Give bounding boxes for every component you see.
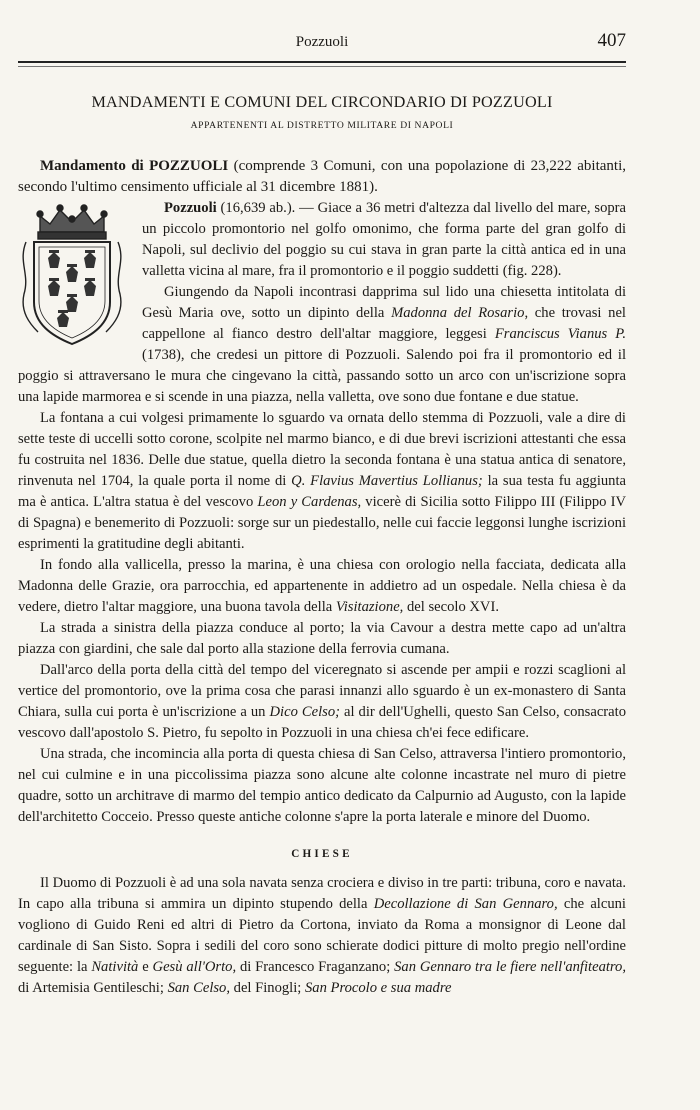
italic-run: Visitazione, xyxy=(335,599,404,615)
italic-run: Gesù all'Orto, xyxy=(152,959,237,975)
text-run: e xyxy=(138,959,153,975)
text-run: , che trovasi nel cappellone al fianco destro dell'altar maggiore, leggesi xyxy=(142,305,626,342)
body-text xyxy=(18,156,626,999)
chapter-subtitle: APPARTENENTI AL DISTRETTO MILITARE DI NAPOLI xyxy=(190,120,454,131)
italic-run: San Procolo e sua madre xyxy=(305,980,452,996)
una-strada-paragraph: Una strada, che incomincia alla porta di questa chiesa di San Celso, attraversa l'intiero promontorio, nel cui culmine e in una piccolissima piazza sono alcune alte colonne incastrate nel muro di pietre quadre, sotto un architrave di marmo del tempio antico dedicato da Calpurnio ad Augusto, con la lapide dell'architetto Cocceio. Presso queste antiche colonne s'apre la porta laterale e minore del Duomo. xyxy=(18,746,626,825)
text-run: In fondo alla vallicella, presso la marina, è una chiesa con orologio nella facciata, dedicata alla Madonna delle Grazie, ora parrocchia, ed appartenente in addietro ad un ospedale. Nella chiesa è da vedere, dietro l'altar maggiore, una buona tavola della xyxy=(18,557,626,615)
mandamento-paragraph xyxy=(18,156,626,198)
duomo-paragraph xyxy=(18,873,626,999)
header-rule xyxy=(18,61,626,63)
text-run: Dall'arco della porta della città del tempo del viceregnato si ascende per ampii e rozzi scaglioni al vertice del promontorio, ove la prima cosa che parasi innanzi allo sguardo è un ex-monastero di Santa Chiara, sulla cui porta è un'iscrizione a un xyxy=(18,662,626,720)
text-run: (1738), che credesi un pittore di Pozzuoli. Salendo poi fra il promontorio ed il poggio si attraversano le mura che cingevano la città, passando sotto un arco con un'iscrizione sopra una lapide marmorea e si scende in una piazza, nella valletta, ove sono due fontane e due statue. xyxy=(18,347,626,405)
italic-run: San Celso, xyxy=(167,980,230,996)
pozzuoli-text: (16,639 ab.). — Giace a 36 metri d'altezza dal livello del mare, sopra un piccolo promontorio nel golfo omonimo, che forma parte del gran golfo di Napoli, sul declivio del poggio su cui stava in gran parte la città antica ed in una valletta vicina al mare, fra il promontorio e il poggio suddetti (fig. 228). xyxy=(142,200,626,279)
pozzuoli-lead: Pozzuoli xyxy=(164,200,217,216)
text-run: del secolo XVI. xyxy=(403,599,499,615)
running-title: Pozzuoli xyxy=(295,34,349,50)
section-heading: CHIESE xyxy=(291,848,353,860)
italic-run: Natività xyxy=(91,959,139,975)
page-number: 407 xyxy=(597,30,626,51)
italic-run: San Gennaro tra le fiere nell'anfiteatro, xyxy=(394,959,626,975)
italic-run: Leon y Cardenas, xyxy=(257,494,362,510)
text-run: di Artemisia Gentileschi; xyxy=(18,980,168,996)
text-run: che alcuni vogliono di Guido Reni ed altri di Pietro da Cortona, inviato da Roma a monsignor di Leone dal cardinale di San Sisto. Sopra i sedili del coro sono schierate dodici pitture di molto pregio nell'ordine seguente: la xyxy=(18,896,626,975)
mandamento-lead: Mandamento di POZZUOLI xyxy=(40,158,229,174)
text-run: la sua testa fu aggiunta ma è antica. L'altra statua è del vescovo xyxy=(18,473,626,510)
page-header xyxy=(18,30,626,58)
coat-of-arms-icon xyxy=(16,202,128,348)
chapter-title: MANDAMENTI E COMUNI DEL CIRCONDARIO DI POZZUOLI xyxy=(91,93,553,111)
italic-run: Franciscus Vianus P. xyxy=(494,326,626,342)
strada-paragraph: La strada a sinistra della piazza conduce al porto; la via Cavour a destra mette capo ad un'altra piazza con giardini, che sale dal porto alla stazione della ferrovia cumana. xyxy=(18,620,626,657)
arco-paragraph xyxy=(18,660,626,744)
mandamento-text: (comprende 3 Comuni, con una popolazione di 23,222 abitanti, secondo l'ultimo censimento ufficiale al 31 dicembre 1881). xyxy=(18,158,626,195)
fondo-paragraph xyxy=(18,555,626,618)
text-run: al dir dell'Ughelli, questo San Celso, consacrato vescovo dall'apostolo S. Pietro, fu sepolto in Pozzuoli in una chiesa ch'ei fece edificare. xyxy=(18,704,626,741)
text-run: La fontana a cui volgesi primamente lo sguardo va ornata dello stemma di Pozzuoli, vale a dire di sette teste di uccelli sotto corone, scolpite nel marmo bianco, e di due brevi iscrizioni attestanti che essa fu costruita nel 1836. Delle due statue, quella dietro la seconda fontana è una statua antica di senatore, rinvenuta nel 1704, la quale porta il nome di xyxy=(18,410,626,489)
italic-run: Decollazione di San Gennaro, xyxy=(373,896,558,912)
text-run: Il Duomo di Pozzuoli è ad una sola navata senza crociera e diviso in tre parti: tribuna, coro e navata. In capo alla tribuna si ammira un dipinto stupendo della xyxy=(18,875,626,912)
italic-run: Dico Celso; xyxy=(269,704,340,720)
italic-run: Q. Flavius Mavertius Lollianus; xyxy=(291,473,483,489)
italic-run: Madonna del Rosario xyxy=(391,305,525,321)
text-run: del Finogli; xyxy=(230,980,305,996)
header-rule-thin xyxy=(18,66,626,67)
text-run: Giungendo da Napoli incontrasi dapprima sul lido una chiesetta intitolata di Gesù Maria ove, sotto un dipinto della xyxy=(142,284,626,321)
text-run: di Francesco Fraganzano; xyxy=(236,959,395,975)
fontana-paragraph xyxy=(18,408,626,555)
text-run: vicerè di Sicilia sotto Filippo III (Filippo IV di Spagna) e benemerito di Pozzuoli: sorge sur un piedestallo, nelle cui faccie leggonsi lunghe iscrizioni esprimenti la gratitudine degli abitanti. xyxy=(18,494,626,552)
